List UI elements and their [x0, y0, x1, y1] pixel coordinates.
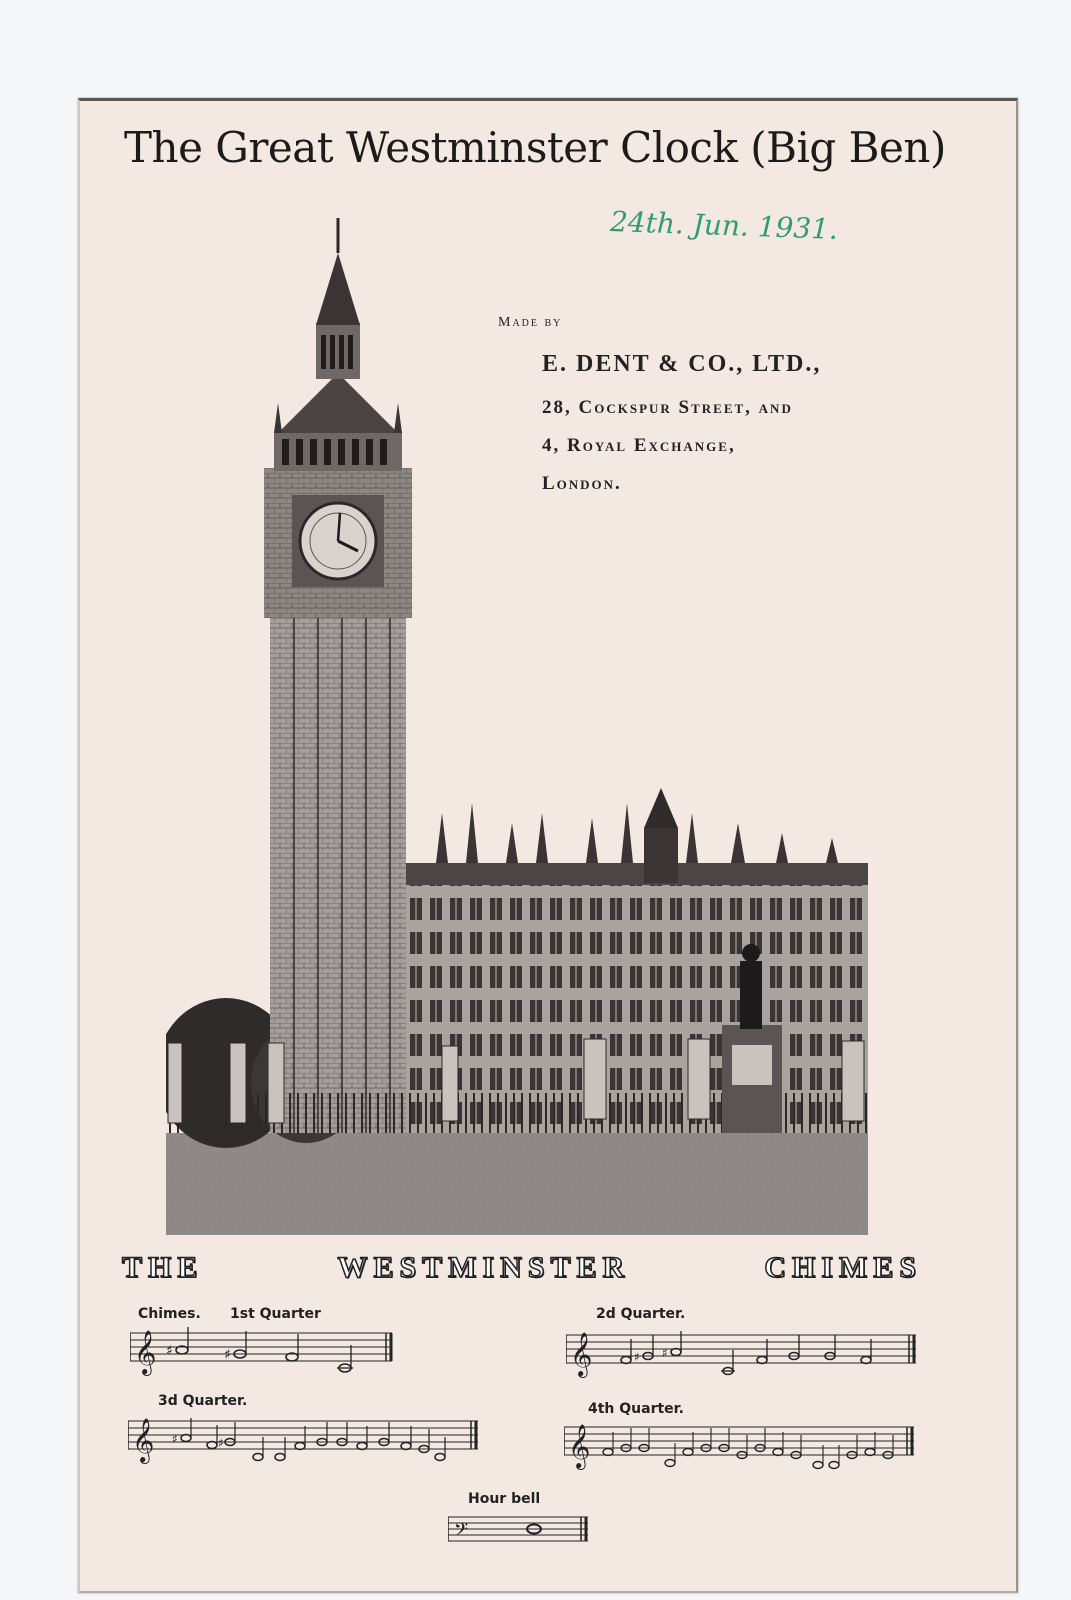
- chimes-heading-word-1: THE: [122, 1251, 204, 1284]
- svg-text:♯: ♯: [166, 1343, 173, 1359]
- treble-clef-icon: 𝄞: [568, 1424, 591, 1468]
- treble-clef-icon: 𝄞: [570, 1332, 593, 1376]
- handwritten-date: 24th. Jun. 1931.: [609, 205, 839, 246]
- bass-clef-icon: 𝄢: [454, 1520, 469, 1545]
- staff-label-3: 3d Quarter.: [158, 1393, 248, 1409]
- made-by-label: Made by: [498, 315, 563, 330]
- chimes-heading-word-3: CHIMES: [764, 1251, 922, 1284]
- treble-clef-icon: 𝄞: [134, 1330, 157, 1374]
- svg-text:♯: ♯: [218, 1436, 224, 1450]
- postcard: [78, 98, 1018, 1593]
- svg-text:♯: ♯: [224, 1347, 231, 1363]
- svg-text:♯: ♯: [172, 1432, 178, 1446]
- big-ben-photograph: [166, 213, 870, 1235]
- chimes-heading: [122, 1251, 922, 1285]
- address-line-1: 28, Cockspur Street, and: [542, 397, 793, 418]
- staff-label-4: 4th Quarter.: [588, 1401, 684, 1417]
- staff-2nd-quarter: [566, 1327, 918, 1387]
- svg-text:♯: ♯: [634, 1350, 640, 1364]
- staff-4th-quarter: [564, 1419, 916, 1483]
- chimes-heading-word-2: WESTMINSTER: [337, 1251, 631, 1284]
- staff-hour-bell: [448, 1511, 590, 1551]
- chimes-label: Chimes.: [138, 1306, 201, 1322]
- staff-1st-quarter: [130, 1325, 395, 1381]
- address-line-3: London.: [542, 473, 622, 494]
- staff-label-1: 1st Quarter: [230, 1306, 321, 1322]
- staff-label-5: Hour bell: [468, 1491, 541, 1507]
- maker-name: E. DENT & CO., LTD.,: [542, 351, 822, 377]
- address-line-2: 4, Royal Exchange,: [542, 435, 736, 456]
- staff-label-2: 2d Quarter.: [596, 1306, 686, 1322]
- staff-3rd-quarter: [128, 1413, 480, 1477]
- page-title: The Great Westminster Clock (Big Ben): [124, 123, 946, 172]
- treble-clef-icon: 𝄞: [132, 1418, 155, 1462]
- svg-text:♯: ♯: [662, 1346, 668, 1360]
